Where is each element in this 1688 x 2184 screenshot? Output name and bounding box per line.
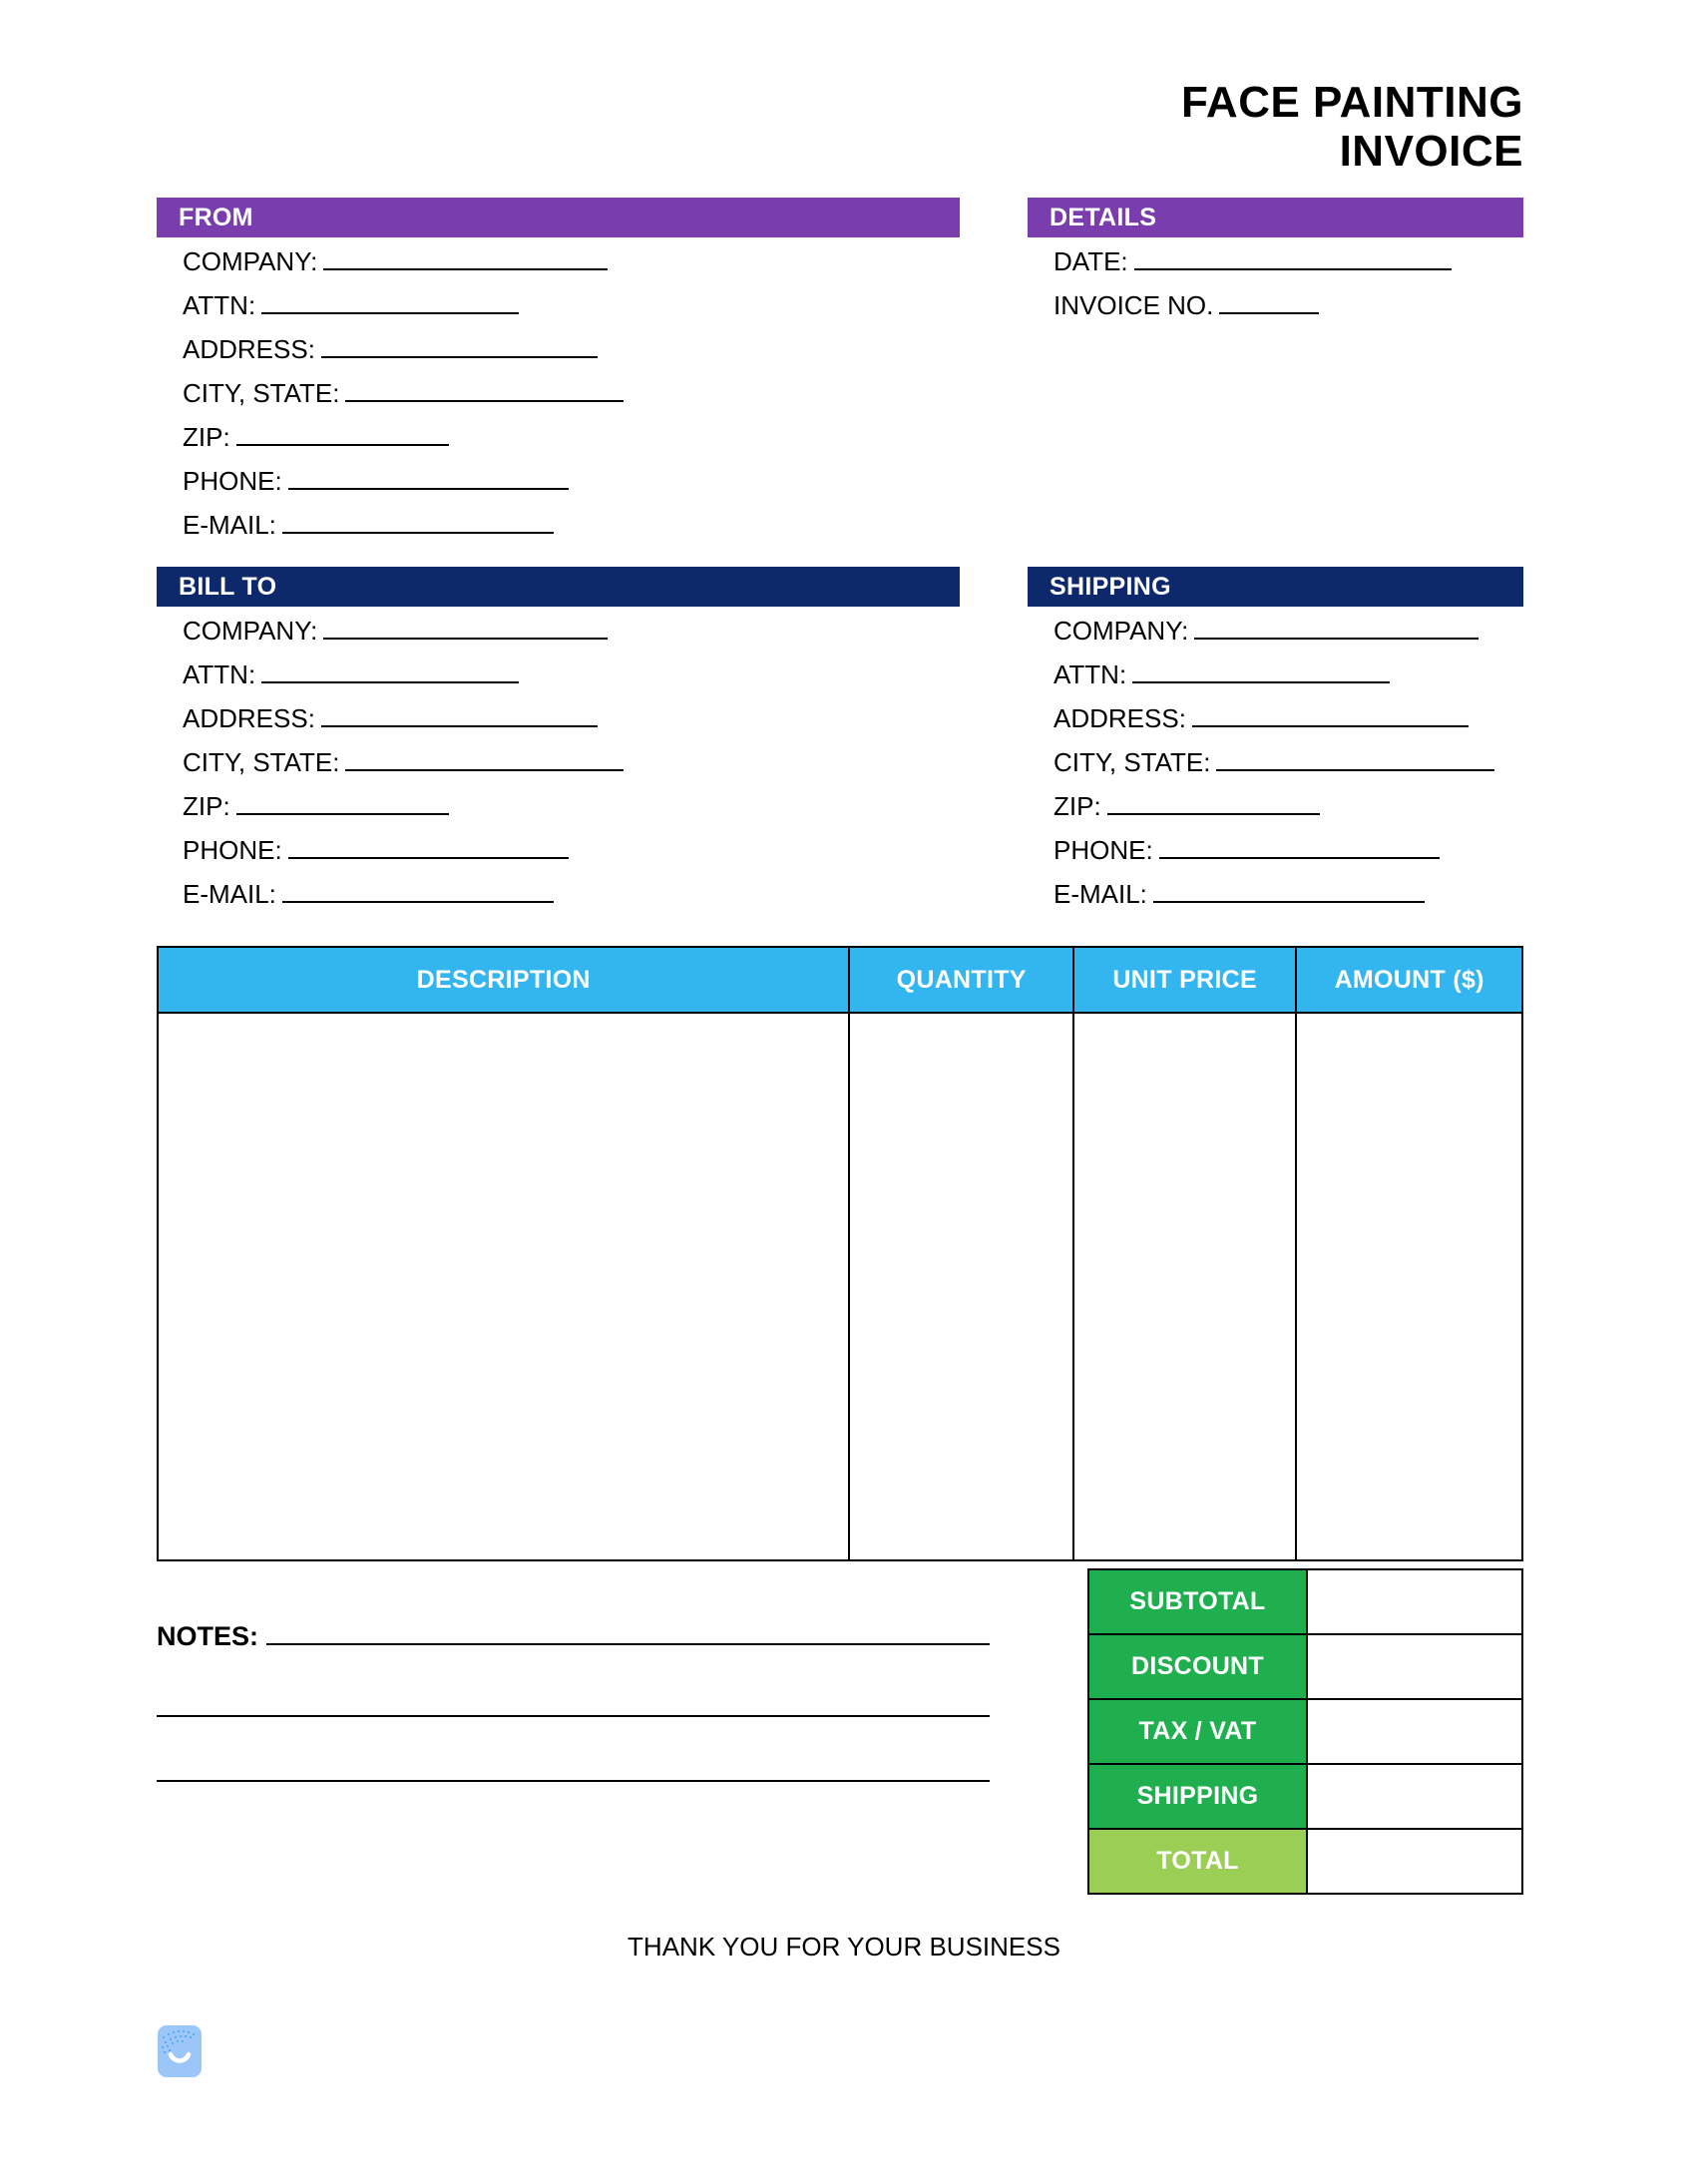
field-label: ZIP: xyxy=(183,791,230,821)
notes-input-line-1[interactable] xyxy=(266,1623,990,1645)
field-label: ATTN: xyxy=(1054,659,1127,689)
column-header-amount: AMOUNT ($) xyxy=(1296,947,1522,1013)
field-row xyxy=(1054,872,1494,916)
field-row xyxy=(183,653,624,696)
column-header-description: DESCRIPTION xyxy=(158,947,849,1013)
field-row xyxy=(183,327,624,371)
section-header-shipping: SHIPPING xyxy=(1028,567,1523,607)
title-line-1: FACE PAINTING xyxy=(1180,78,1523,127)
from-fields xyxy=(183,239,624,547)
field-label: E-MAIL: xyxy=(183,879,276,909)
field-input-line[interactable] xyxy=(261,659,519,683)
field-input-line[interactable] xyxy=(288,466,569,490)
field-input-line[interactable] xyxy=(1216,747,1494,771)
field-row xyxy=(1054,784,1494,828)
table-row xyxy=(158,1013,1522,1560)
field-input-line[interactable] xyxy=(323,246,608,270)
field-row xyxy=(1054,283,1452,327)
field-label: COMPANY: xyxy=(183,246,318,276)
field-row xyxy=(183,371,624,415)
totals-label: TAX / VAT xyxy=(1088,1699,1307,1764)
field-input-line[interactable] xyxy=(1219,290,1319,314)
field-row xyxy=(183,415,624,459)
field-label: ADDRESS: xyxy=(183,334,315,364)
field-input-line[interactable] xyxy=(282,879,554,903)
totals-value[interactable] xyxy=(1307,1634,1522,1699)
field-label: PHONE: xyxy=(1054,835,1153,865)
field-row xyxy=(1054,740,1494,784)
title-line-2: INVOICE xyxy=(1339,127,1523,177)
section-header-bill-to: BILL TO xyxy=(157,567,960,607)
field-label: COMPANY: xyxy=(1054,616,1189,646)
cell-amount[interactable] xyxy=(1296,1013,1522,1560)
field-row xyxy=(183,459,624,503)
field-input-line[interactable] xyxy=(345,378,624,402)
cell-quantity[interactable] xyxy=(849,1013,1073,1560)
totals-label: DISCOUNT xyxy=(1088,1634,1307,1699)
smile-badge-icon xyxy=(158,2025,202,2077)
field-row xyxy=(183,283,624,327)
field-row xyxy=(183,784,624,828)
totals-row xyxy=(1088,1569,1522,1634)
section-header-details: DETAILS xyxy=(1028,198,1523,237)
field-label: PHONE: xyxy=(183,835,282,865)
field-input-line[interactable] xyxy=(261,290,519,314)
notes-input-line-3[interactable] xyxy=(157,1780,990,1782)
column-header-unit-price: UNIT PRICE xyxy=(1073,947,1296,1013)
cell-description[interactable] xyxy=(158,1013,849,1560)
field-input-line[interactable] xyxy=(236,422,449,446)
totals-value[interactable] xyxy=(1307,1569,1522,1634)
field-input-line[interactable] xyxy=(1153,879,1425,903)
field-input-line[interactable] xyxy=(1194,616,1478,640)
notes-block xyxy=(157,1621,990,1782)
field-input-line[interactable] xyxy=(1134,246,1452,270)
field-input-line[interactable] xyxy=(323,616,608,640)
field-label: ADDRESS: xyxy=(1054,703,1186,733)
totals-label: SHIPPING xyxy=(1088,1764,1307,1829)
field-label: CITY, STATE: xyxy=(1054,747,1211,777)
field-row xyxy=(183,872,624,916)
footer-note: THANK YOU FOR YOUR BUSINESS xyxy=(628,1932,1060,1962)
field-input-line[interactable] xyxy=(1192,703,1469,727)
page-title xyxy=(157,78,1523,177)
totals-label: TOTAL xyxy=(1088,1829,1307,1894)
field-input-line[interactable] xyxy=(236,791,449,815)
field-label: E-MAIL: xyxy=(183,510,276,540)
totals-table xyxy=(1087,1568,1523,1895)
totals-value[interactable] xyxy=(1307,1829,1522,1894)
field-row xyxy=(1054,828,1494,872)
totals-label: SUBTOTAL xyxy=(1088,1569,1307,1634)
field-input-line[interactable] xyxy=(1132,659,1390,683)
field-row xyxy=(183,239,624,283)
field-label: ATTN: xyxy=(183,290,256,320)
field-label: ZIP: xyxy=(1054,791,1101,821)
field-row xyxy=(183,609,624,653)
field-row xyxy=(183,740,624,784)
field-row xyxy=(1054,609,1494,653)
field-label: E-MAIL: xyxy=(1054,879,1147,909)
field-input-line[interactable] xyxy=(321,334,598,358)
totals-value[interactable] xyxy=(1307,1699,1522,1764)
totals-row xyxy=(1088,1699,1522,1764)
field-input-line[interactable] xyxy=(1107,791,1320,815)
field-input-line[interactable] xyxy=(1159,835,1440,859)
field-label: CITY, STATE: xyxy=(183,747,340,777)
notes-input-line-2[interactable] xyxy=(157,1715,990,1717)
field-row xyxy=(1054,653,1494,696)
bill-to-fields xyxy=(183,609,624,916)
totals-value[interactable] xyxy=(1307,1764,1522,1829)
details-fields xyxy=(1054,239,1452,327)
field-label: ADDRESS: xyxy=(183,703,315,733)
notes-label: NOTES: xyxy=(157,1621,259,1651)
field-row xyxy=(1054,239,1452,283)
field-label: INVOICE NO. xyxy=(1054,290,1214,320)
field-input-line[interactable] xyxy=(321,703,598,727)
totals-row xyxy=(1088,1829,1522,1894)
field-label: PHONE: xyxy=(183,466,282,496)
field-input-line[interactable] xyxy=(288,835,569,859)
totals-row xyxy=(1088,1764,1522,1829)
field-input-line[interactable] xyxy=(345,747,624,771)
cell-unit-price[interactable] xyxy=(1073,1013,1296,1560)
field-input-line[interactable] xyxy=(282,510,554,534)
field-row xyxy=(183,696,624,740)
column-header-quantity: QUANTITY xyxy=(849,947,1073,1013)
section-header-from: FROM xyxy=(157,198,960,237)
field-row xyxy=(1054,696,1494,740)
shipping-fields xyxy=(1054,609,1494,916)
field-label: DATE: xyxy=(1054,246,1128,276)
field-row xyxy=(183,828,624,872)
totals-row xyxy=(1088,1634,1522,1699)
table-header-row xyxy=(158,947,1522,1013)
field-label: ZIP: xyxy=(183,422,230,452)
field-label: COMPANY: xyxy=(183,616,318,646)
line-items-table xyxy=(157,946,1523,1561)
notes-first-line xyxy=(157,1621,990,1652)
field-row xyxy=(183,503,624,547)
field-label: CITY, STATE: xyxy=(183,378,340,408)
field-label: ATTN: xyxy=(183,659,256,689)
